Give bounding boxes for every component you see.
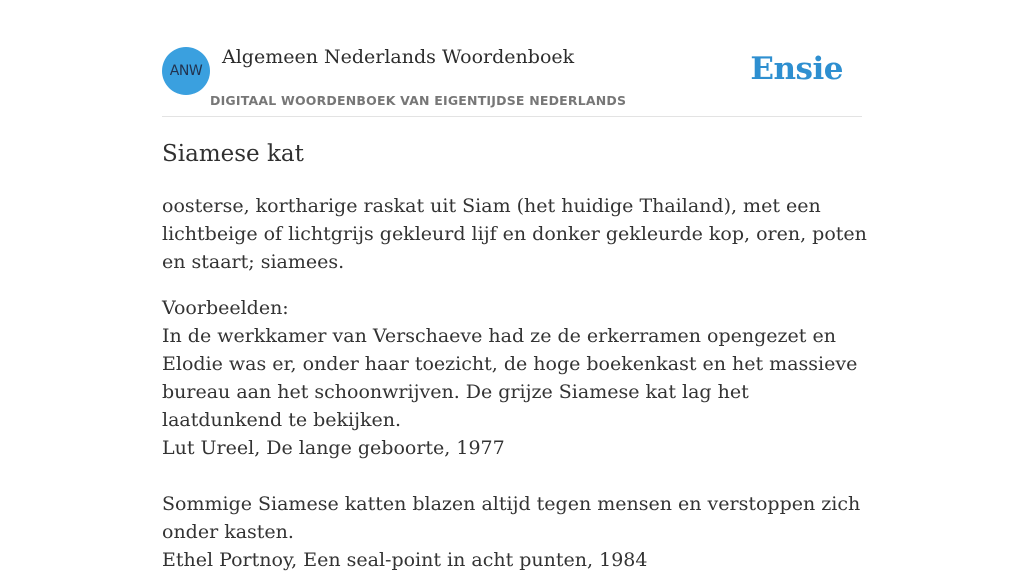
- example-source: Ethel Portnoy, Een seal-point in acht punten, 1984: [162, 549, 648, 571]
- example-quote: Sommige Siamese katten blazen altijd tegen mensen en verstoppen zich onder kasten.: [162, 493, 861, 543]
- examples-section: [162, 294, 872, 574]
- site-header: [162, 46, 862, 117]
- example-spacer: [162, 462, 872, 490]
- logo-text: ANW: [169, 63, 203, 79]
- dictionary-entry: [162, 138, 872, 574]
- example-quote: In de werkkamer van Verschaeve had ze de erkerramen opengezet en Elodie was er, onder haar toezicht, de hoge boekenkast en het massieve bureau aan het schoonwrijven. De grijze Siamese kat lag het laatdunkend te bekijken.: [162, 325, 858, 431]
- anw-logo[interactable]: [162, 47, 210, 95]
- entry-definition: oosterse, kortharige raskat uit Siam (het huidige Thailand), met een lichtbeige of lichtgrijs gekleurd lijf en donker gekleurde kop, oren, poten en staart; siamees.: [162, 195, 867, 273]
- example-source: Lut Ureel, De lange geboorte, 1977: [162, 437, 505, 459]
- site-title[interactable]: Algemeen Nederlands Woordenboek: [222, 46, 575, 68]
- examples-label: Voorbeelden:: [162, 297, 289, 319]
- ensie-brand-logo[interactable]: Ensie: [750, 51, 843, 87]
- entry-title: Siamese kat: [162, 141, 304, 167]
- site-subtitle: DIGITAAL WOORDENBOEK VAN EIGENTIJDSE NEDERLANDS: [210, 93, 627, 108]
